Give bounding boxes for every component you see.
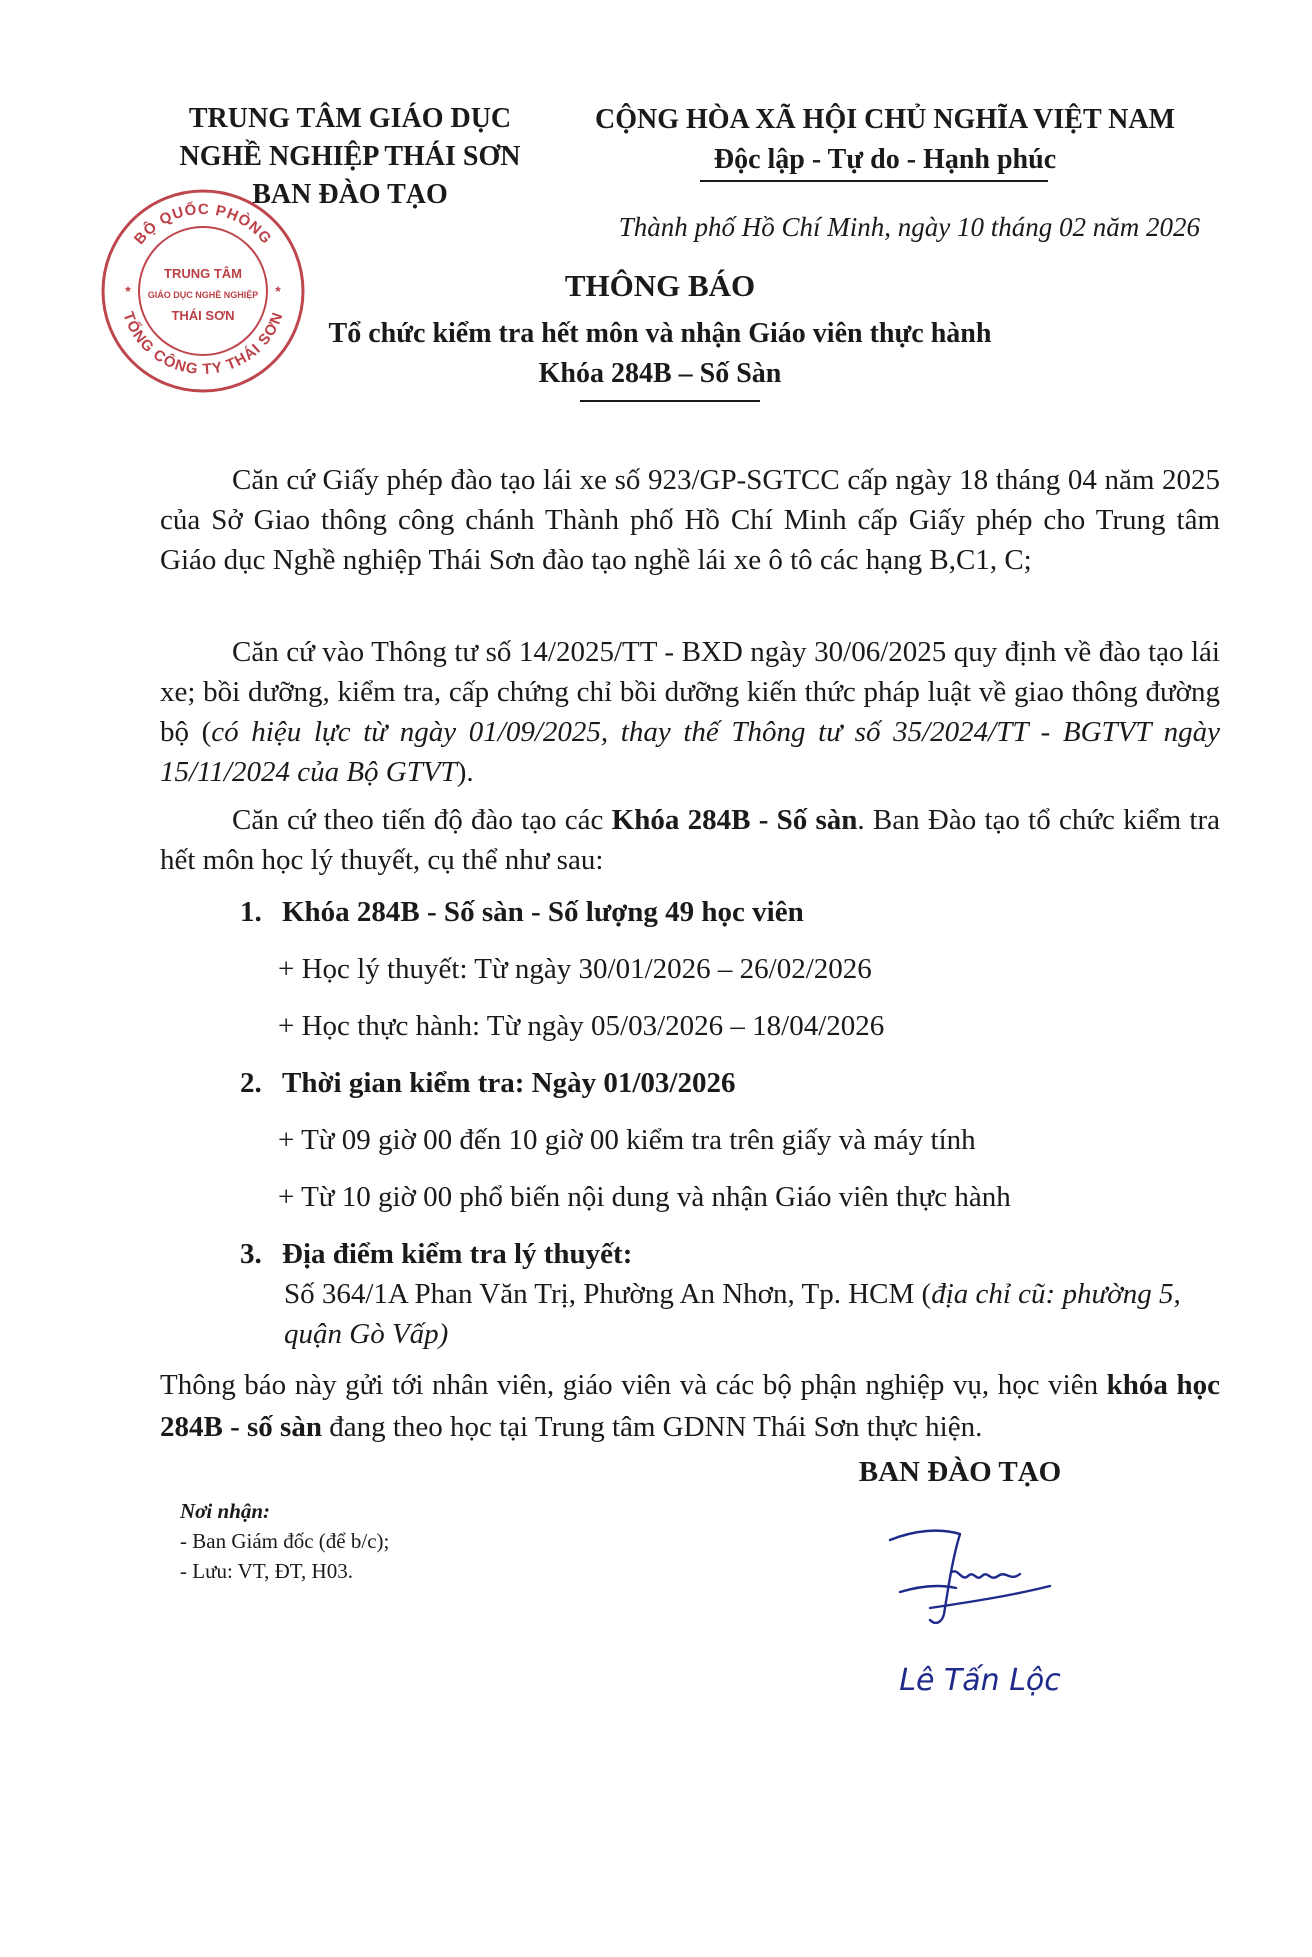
closing-text-end: đang theo học tại Trung tâm GDNN Thái Sơn thực hiện. xyxy=(321,1411,983,1443)
recipients-heading: Nơi nhận: xyxy=(180,1499,271,1523)
item-title: Khóa 284B - Số sàn - Số lượng 49 học viên xyxy=(282,896,804,928)
signature-stroke-1 xyxy=(890,1531,960,1623)
nation-motto: Độc lập - Tự do - Hạnh phúc xyxy=(713,144,1057,175)
subject-line1: Tổ chức kiểm tra hết môn và nhận Giáo viên thực hành xyxy=(328,318,992,349)
stamp-outer-text-top: BỘ QUỐC PHÒNG xyxy=(130,200,276,248)
document-type: THÔNG BÁO xyxy=(564,268,756,303)
org-name-line2: NGHỀ NGHIỆP THÁI SƠN xyxy=(179,141,521,172)
closing-bold-text: khóa học 284B - số sàn xyxy=(160,1369,1220,1443)
subject-line2: Khóa 284B – Số Sàn xyxy=(538,358,782,389)
stamp-inner-line3: THÁI SƠN xyxy=(171,308,235,323)
sub-item-briefing-slot: + Từ 10 giờ 00 phổ biến nội dung và nhận Giáo viên thực hành xyxy=(278,1181,1011,1213)
address-old-text: địa chỉ cũ: phường 5, quận Gò Vấp) xyxy=(284,1278,1181,1350)
p2-text-end: ). xyxy=(456,756,474,788)
item-title: Thời gian kiểm tra: Ngày 01/03/2026 xyxy=(282,1067,736,1099)
p3-text-end: . Ban Đào tạo tổ chức kiểm tra hết môn học lý thuyết, cụ thể như sau: xyxy=(160,804,1220,876)
recipients-block xyxy=(180,1496,580,1586)
p2-text: Căn cứ vào Thông tư số 14/2025/TT - BXD ngày 30/06/2025 quy định về đào tạo lái xe; bồi dưỡng, kiểm tra, cấp chứng chỉ bồi dưỡng kiến thức pháp luật về giao thông đường bộ ( xyxy=(160,636,1220,748)
item-number: 3. xyxy=(240,1238,262,1270)
stamp-inner-line1: TRUNG TÂM xyxy=(164,266,242,281)
paragraph-legal-basis-2 xyxy=(160,632,1220,792)
stamp-inner-line2: GIÁO DỤC NGHỀ NGHIỆP xyxy=(147,290,259,300)
paragraph-legal-basis-1: Căn cứ Giấy phép đào tạo lái xe số 923/GP-SGTCC cấp ngày 18 tháng 04 năm 2025 của Sở Giao thông công chánh Thành phố Hồ Chí Minh cấp Giấy phép cho Trung tâm Giáo dục Nghề nghiệp Thái Sơn đào tạo nghề lái xe ô tô các hạng B,C1, C; xyxy=(160,464,1220,576)
stamp-outer-text-bottom: TỔNG CÔNG TY THÁI SƠN xyxy=(119,309,287,379)
address-text: Số 364/1A Phan Văn Trị, Phường An Nhơn, Tp. HCM ( xyxy=(284,1278,932,1310)
motto-underline xyxy=(700,180,1048,182)
item-title: Địa điểm kiểm tra lý thuyết: xyxy=(282,1238,633,1270)
item-number: 2. xyxy=(240,1067,262,1099)
stamp-star-left: * xyxy=(125,283,131,299)
sub-item-theory: + Học lý thuyết: Từ ngày 30/01/2026 – 26/02/2026 xyxy=(278,953,872,985)
closing-paragraph xyxy=(160,1364,1220,1448)
closing-text: Thông báo này gửi tới nhân viên, giáo viên và các bộ phận nghiệp vụ, học viên xyxy=(160,1369,1107,1401)
p2-italic-text: có hiệu lực từ ngày 01/09/2025, thay thế Thông tư số 35/2024/TT - BGTVT ngày 15/11/2024 của Bộ GTVT xyxy=(160,716,1220,788)
sub-item-practice: + Học thực hành: Từ ngày 05/03/2026 – 18/04/2026 xyxy=(278,1010,885,1042)
nation-name: CỘNG HÒA XÃ HỘI CHỦ NGHĨA VIỆT NAM xyxy=(594,104,1176,135)
recipient-line: - Lưu: VT, ĐT, H03. xyxy=(180,1559,353,1583)
signature-department: BAN ĐÀO TẠO xyxy=(858,1456,1062,1488)
p3-text: Căn cứ theo tiến độ đào tạo các xyxy=(232,804,612,836)
item-number: 1. xyxy=(240,896,262,928)
paragraph-legal-basis-3 xyxy=(160,800,1220,880)
org-department: BAN ĐÀO TẠO xyxy=(252,179,448,210)
national-header xyxy=(560,100,1210,180)
p3-bold-text: Khóa 284B - Số sàn xyxy=(611,804,858,836)
sub-item-exam-slot: + Từ 09 giờ 00 đến 10 giờ 00 kiểm tra trên giấy và máy tính xyxy=(278,1124,976,1156)
list-item-course xyxy=(240,892,1220,932)
title-underline xyxy=(580,400,760,402)
document-subject xyxy=(260,314,1060,394)
org-name-line1: TRUNG TÂM GIÁO DỤC xyxy=(188,103,512,134)
list-item-exam-time xyxy=(240,1063,1220,1103)
stamp-star-right: * xyxy=(275,283,281,299)
exam-address xyxy=(284,1274,1220,1354)
handwritten-signature xyxy=(860,1510,1100,1740)
recipient-line: - Ban Giám đốc (để b/c); xyxy=(180,1529,390,1553)
list-item-exam-location xyxy=(240,1234,1220,1274)
signer-name: Lê Tấn Lộc xyxy=(899,1663,1061,1698)
signature-stroke-3 xyxy=(952,1571,1020,1577)
place-date: Thành phố Hồ Chí Minh, ngày 10 tháng 02 năm 2026 xyxy=(618,212,1200,242)
